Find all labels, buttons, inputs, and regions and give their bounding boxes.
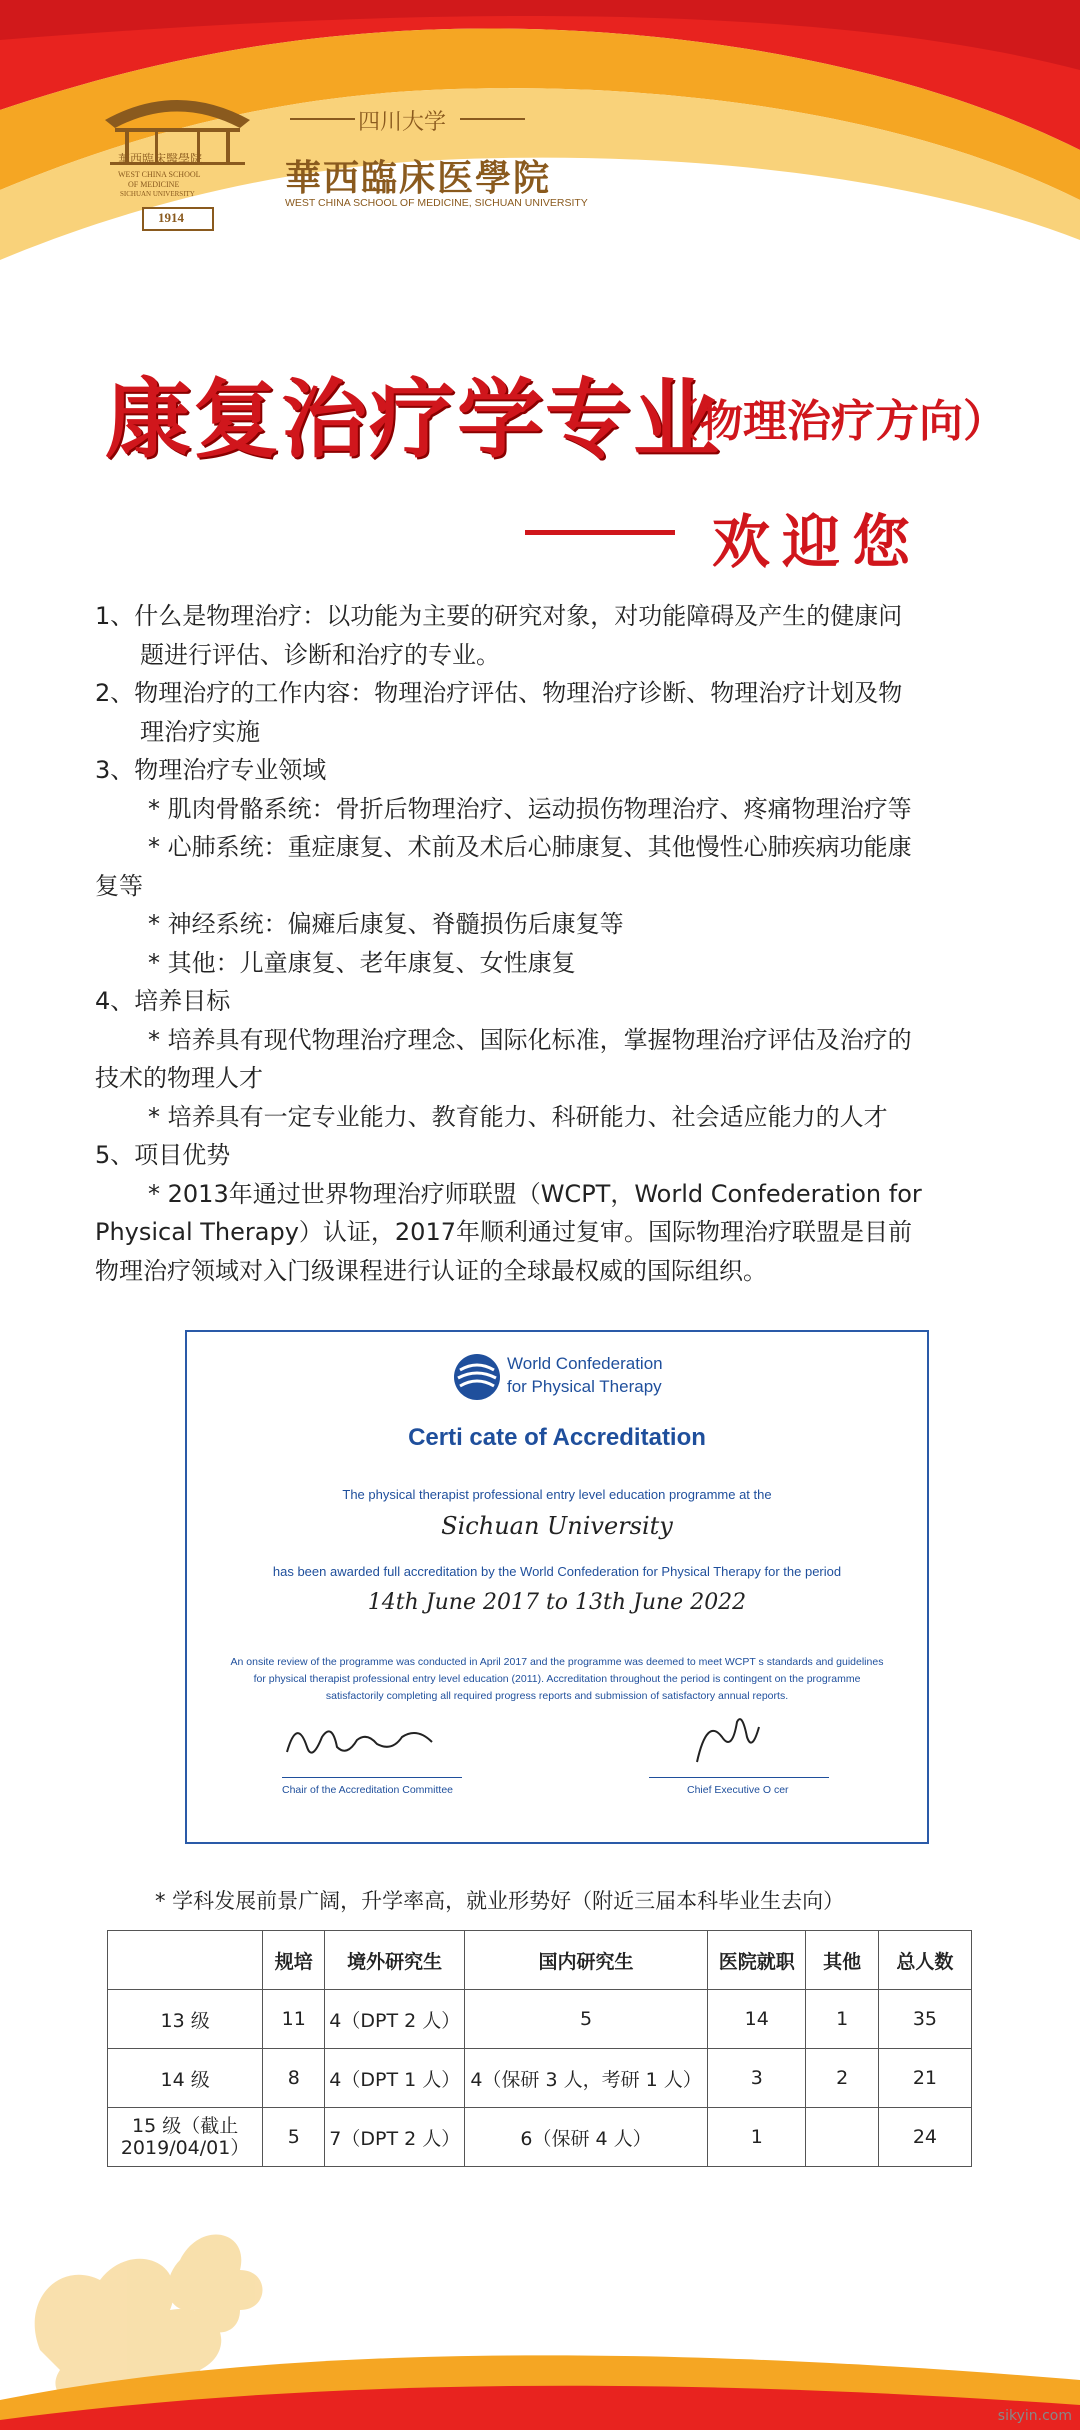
table-row [108,2049,972,2108]
table-cell: 14 [708,1990,806,2049]
logo-rule-right [460,118,525,120]
content-line: * 其他：儿童康复、老年康复、女性康复 [148,948,576,977]
content-line: * 心肺系统：重症康复、术前及术后心肺康复、其他慢性心肺疾病功能康 [148,833,912,861]
wcpt-globe-icon [452,1352,502,1402]
cert-line1: The physical therapist professional entry level education programme at the [342,1487,772,1502]
table-caption: * 学科发展前景广阔，升学率高，就业形势好（附近三届本科毕业生去向） [155,1889,845,1913]
cert-fine-line: for physical therapist professional entry level education (2011). Accreditation throughout the period is contingent on the programme [253,1673,861,1685]
table-header: 国内研究生 [464,1931,707,1990]
table-cell: 5 [263,2108,325,2167]
table-header: 境外研究生 [325,1931,465,1990]
cert-line2: has been awarded full accreditation by the World Confederation for Physical Therapy for the period [272,1564,842,1579]
table-row [108,2108,972,2167]
table-header: 其他 [806,1931,878,1990]
content-line: 题进行评估、诊断和治疗的专业。 [140,640,500,669]
content-line: * 培养具有现代物理治疗理念、国际化标准，掌握物理治疗评估及治疗的 [148,1025,912,1054]
table-cell: 2 [806,2049,878,2108]
content-line: 1、什么是物理治疗：以功能为主要的研究对象，对功能障碍及产生的健康问 [95,602,903,630]
table-header: 总人数 [878,1931,971,1990]
table-header [108,1931,263,1990]
content-line: 技术的物理人才 [95,1064,263,1092]
cert-fine-line: An onsite review of the programme was conducted in April 2017 and the programme was deemed to meet WCPT s standards and guidelines [230,1656,884,1668]
table-cell: 21 [878,2049,971,2108]
content-line: 4、培养目标 [95,987,231,1015]
page-subtitle: （物理治疗方向） [655,396,1007,447]
school-name-cn: 華西臨床医學院 [285,157,552,199]
table-cell [806,2108,878,2167]
sig2-label: Chief Executive O cer [687,1784,789,1796]
signature-line-left [282,1777,462,1778]
seal-english-2: OF MEDICINE [128,180,180,189]
accreditation-certificate [185,1330,929,1844]
watermark: sikyin.com [997,2408,1072,2424]
table-cell: 4（保研 3 人，考研 1 人） [464,2049,707,2108]
university-name-cn: 四川大学 [358,110,447,135]
welcome-text: 欢迎您 [712,508,923,576]
cert-fine-print [227,1654,887,1705]
cert-university: Sichuan University [441,1512,673,1540]
table-header: 规培 [263,1931,325,1990]
page-title: 康复治疗学专业 [105,369,721,470]
table-cell: 11 [263,1990,325,2049]
table-cell: 13 级 [108,1990,263,2049]
table-cell: 6（保研 4 人） [464,2108,707,2167]
cert-org-line2: for Physical Therapy [507,1377,662,1396]
footer-wave-decoration [0,2200,1080,2430]
school-name-en: WEST CHINA SCHOOL OF MEDICINE, SICHUAN UNIVERSITY [285,197,588,209]
intro-content [95,597,980,1290]
cert-title: Certi cate of Accreditation [408,1424,706,1451]
content-line: 复等 [95,871,143,900]
content-line: 2、物理治疗的工作内容：物理治疗评估、物理治疗诊断、物理治疗计划及物 [95,679,903,707]
content-line: * 2013年通过世界物理治疗师联盟（WCPT，World Confederation for [148,1179,922,1208]
table-row [108,1990,972,2049]
signature-line-right [649,1777,829,1778]
table-cell: 14 级 [108,2049,263,2108]
seal-chinese-name: 華西臨床醫學院 [118,152,203,166]
table-cell: 8 [263,2049,325,2108]
welcome-dash [525,530,675,535]
content-line: Physical Therapy）认证，2017年顺利通过复审。国际物理治疗联盟是目前 [95,1218,912,1246]
table-cell: 5 [464,1990,707,2049]
seal-year: 1914 [158,210,184,225]
cert-org-line1: World Confederation [507,1354,663,1373]
logo-rule-left [290,118,355,120]
table-cell: 4（DPT 2 人） [325,1990,465,2049]
table-cell: 4（DPT 1 人） [325,2049,465,2108]
content-line: 物理治疗领域对入门级课程进行认证的全球最权威的国际组织。 [95,1256,767,1285]
seal-english-1: WEST CHINA SCHOOL [118,170,201,179]
seal-english-3: SICHUAN UNIVERSITY [120,190,195,198]
content-line: * 肌肉骨骼系统：骨折后物理治疗、运动损伤物理治疗、疼痛物理治疗等 [148,794,912,823]
content-line: * 培养具有一定专业能力、教育能力、科研能力、社会适应能力的人才 [148,1102,888,1131]
table-cell: 35 [878,1990,971,2049]
table-header: 医院就职 [708,1931,806,1990]
table-cell: 15 级（截止2019/04/01） [108,2108,263,2167]
table-cell: 3 [708,2049,806,2108]
table-cell: 7（DPT 2 人） [325,2108,465,2167]
signature-ceo [687,1707,767,1772]
content-line: 5、项目优势 [95,1141,231,1169]
table-cell: 1 [708,2108,806,2167]
table-cell: 1 [806,1990,878,2049]
content-line: 3、物理治疗专业领域 [95,756,327,784]
sig1-label: Chair of the Accreditation Committee [282,1784,453,1796]
content-line: * 神经系统：偏瘫后康复、脊髓损伤后康复等 [148,910,624,938]
signature-chair [282,1712,442,1772]
cert-organization [507,1352,663,1398]
table-cell: 24 [878,2108,971,2167]
cert-fine-line: satisfactorily completing all required progress reports and submission of satisfactory annual reports. [325,1690,789,1702]
table-header-row [108,1931,972,1990]
cert-dates: 14th June 2017 to 13th June 2022 [367,1590,747,1615]
content-line: 理治疗实施 [140,717,260,746]
graduate-destination-table [107,1930,972,2167]
